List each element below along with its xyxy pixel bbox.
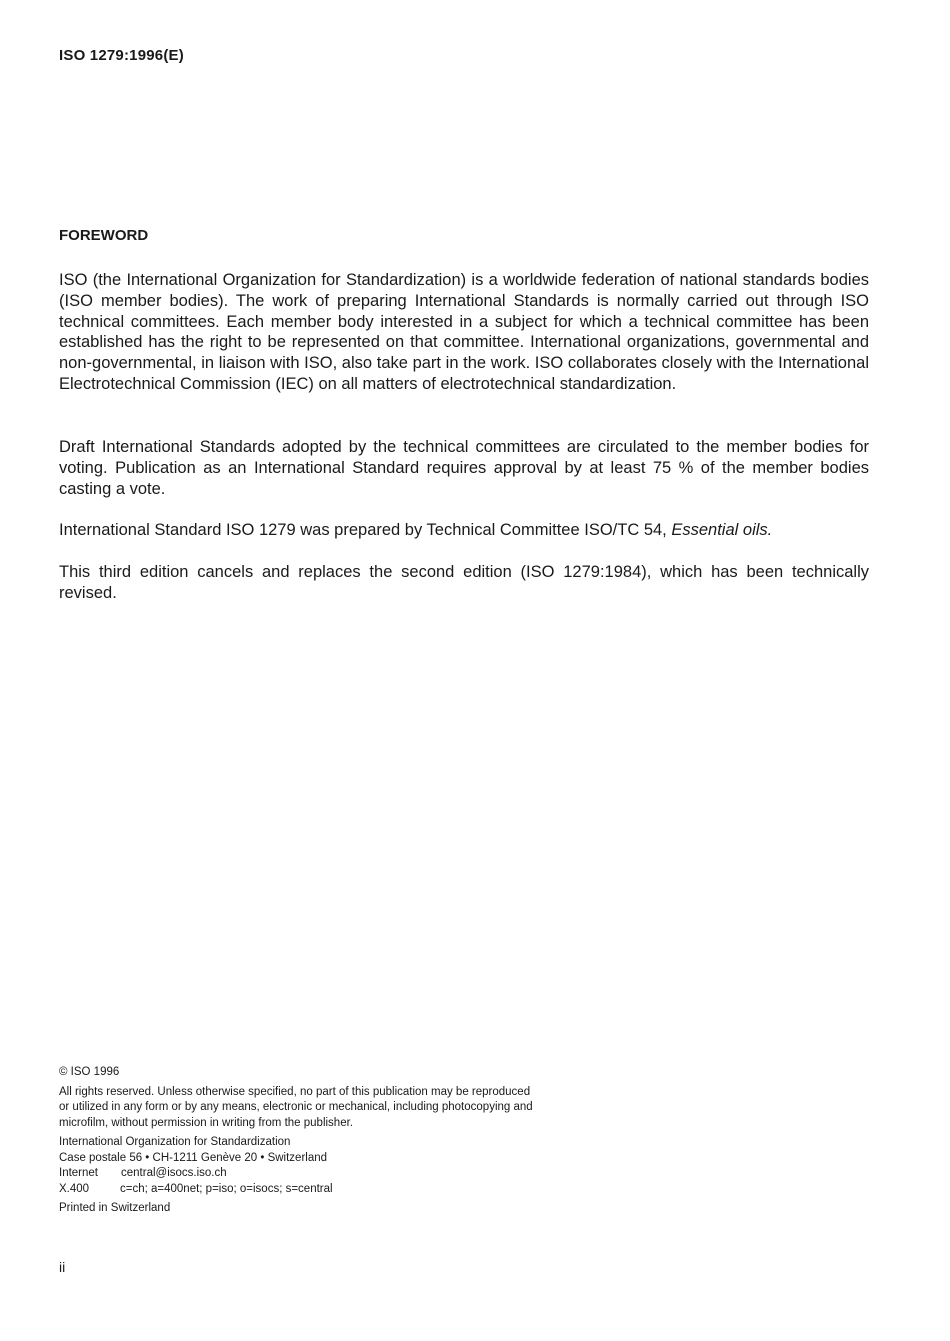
document-code: ISO 1279:1996(E) — [59, 47, 184, 64]
internet-row — [59, 1166, 619, 1182]
page-number: ii — [59, 1259, 66, 1275]
x400-address: c=ch; a=400net; p=iso; o=isocs; s=central — [120, 1182, 333, 1195]
x400-label: X.400 — [59, 1182, 90, 1195]
foreword-paragraph-3 — [59, 520, 869, 541]
printed-in: Printed in Switzerland — [59, 1202, 171, 1214]
committee-title: Essential oils. — [671, 521, 773, 539]
paragraph-3-text: International Standard ISO 1279 was prepared by Technical Committee ISO/TC 54, — [59, 521, 672, 539]
copyright-block — [59, 1065, 619, 1217]
postal-address: Case postale 56 • CH-1211 Genève 20 • Switzerland — [59, 1151, 328, 1164]
foreword-paragraph-4: This third edition cancels and replaces the second edition (ISO 1279:1984), which has been technically revised. — [59, 563, 869, 602]
foreword-heading: FOREWORD — [59, 227, 149, 244]
organization-name: International Organization for Standardization — [59, 1136, 291, 1148]
internet-address: central@isocs.iso.ch — [121, 1167, 227, 1179]
rights-line-1: All rights reserved. Unless otherwise specified, no part of this publication may be reproduced — [59, 1085, 531, 1098]
rights-line-2: or utilized in any form or by any means, electronic or mechanical, including photocopying and — [59, 1101, 533, 1113]
foreword-paragraph-2: Draft International Standards adopted by the technical committees are circulated to the member bodies for voting. Publication as an International Standard requires approval by at least 75 % of the member bodies casting a vote. — [59, 438, 869, 498]
foreword-paragraph-1: ISO (the International Organization for Standardization) is a worldwide federation of national standards bodies (ISO member bodies). The work of preparing International Standards is normally carried out through ISO technical committees. Each member body interested in a subject for which a technical committee has been established has the right to be represented on that committee. International organizations, governmental and non-governmental, in liaison with ISO, also take part in the work. ISO collaborates closely with the International Electrotechnical Commission (IEC) on all matters of electrotechnical standardization. — [59, 271, 869, 393]
copyright-notice: © ISO 1996 — [59, 1066, 120, 1078]
x400-row — [59, 1182, 619, 1198]
rights-line-3: microfilm, without permission in writing from the publisher. — [59, 1116, 353, 1129]
internet-label: Internet — [59, 1167, 98, 1179]
